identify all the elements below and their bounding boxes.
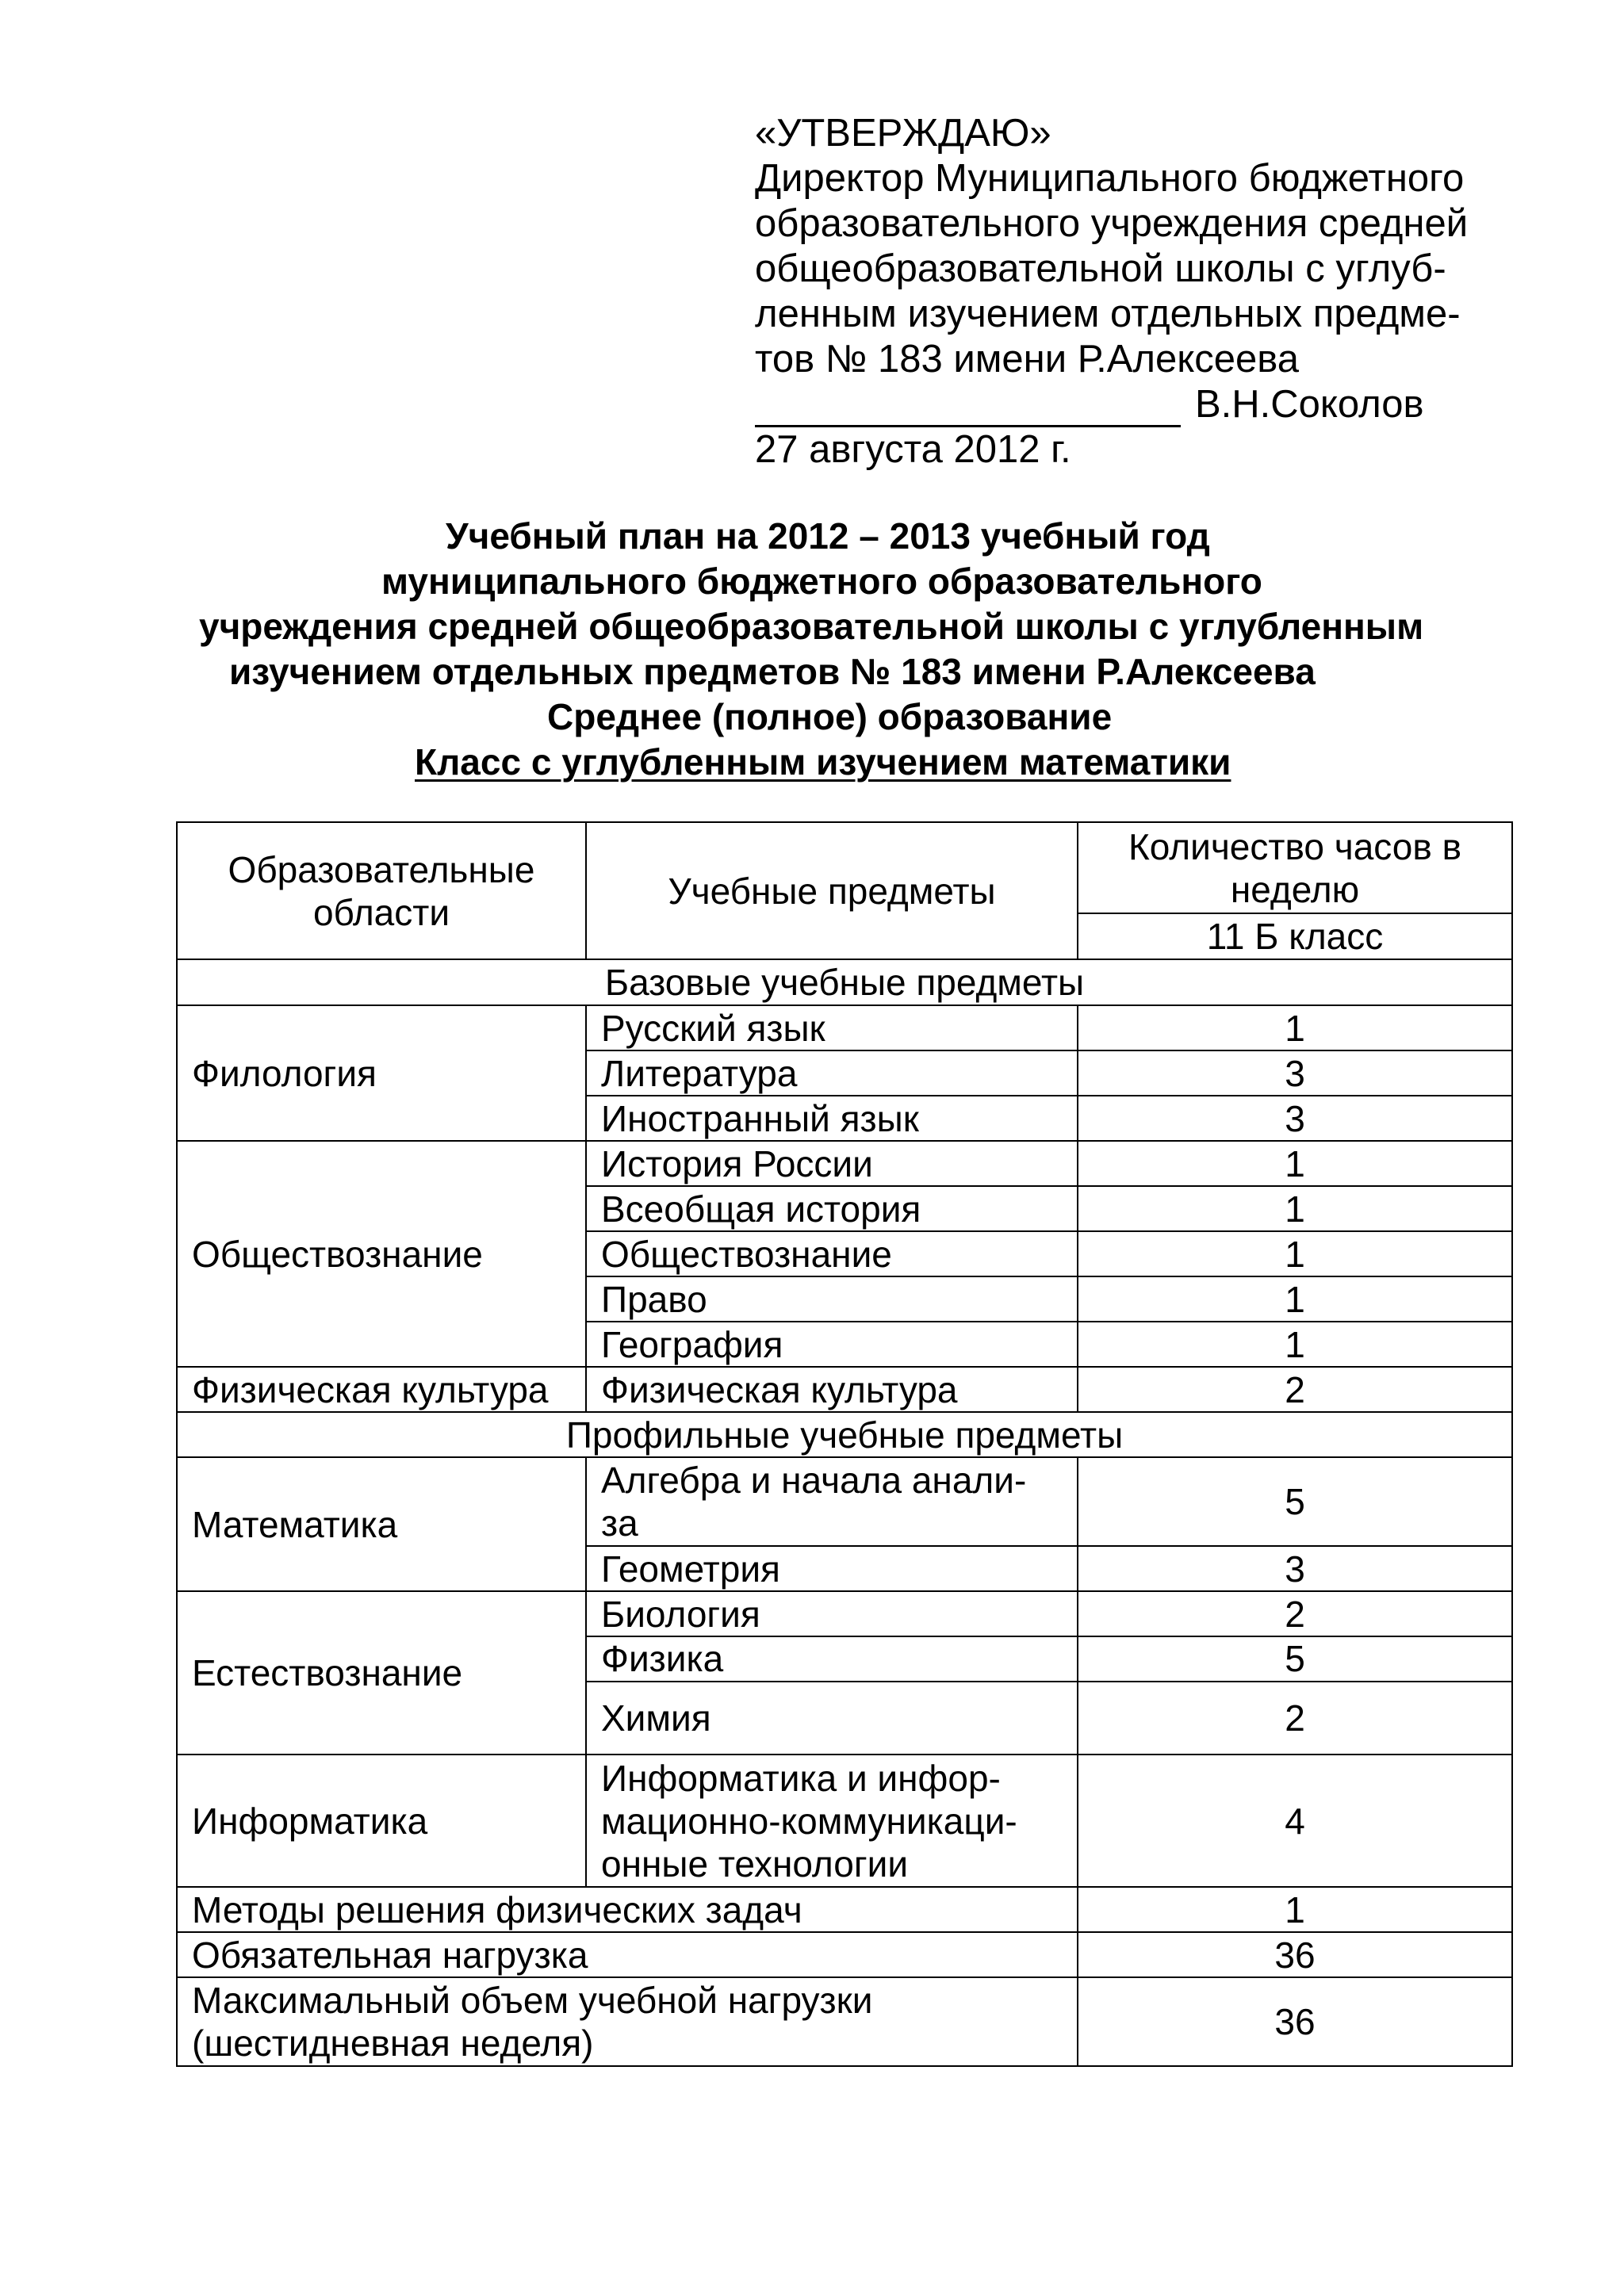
hours-cell: 1 xyxy=(1078,1005,1512,1050)
table-row xyxy=(177,1755,1512,1887)
approval-line: ленным изучением отдельных предме- xyxy=(755,293,1461,335)
approval-date: 27 августа 2012 г. xyxy=(755,428,1071,471)
signature-line xyxy=(755,385,1181,427)
hours-cell: 3 xyxy=(1078,1050,1512,1096)
table-row xyxy=(177,1932,1512,1977)
hours-cell: 2 xyxy=(1078,1367,1512,1412)
title-line: Учебный план на 2012 – 2013 учебный год xyxy=(446,515,1210,557)
hours-cell: 1 xyxy=(1078,1231,1512,1276)
total-label: Максимальный объем учебной нагрузки (шестидневная неделя) xyxy=(177,1977,1078,2066)
subject-cell: Право xyxy=(586,1276,1078,1322)
header-hours: Количество часов в неделю xyxy=(1078,822,1512,913)
approval-line: Директор Муниципального бюджетного xyxy=(755,157,1465,200)
subject-cell: Обществознание xyxy=(586,1231,1078,1276)
table-row xyxy=(177,1141,1512,1186)
area-cell: Обществознание xyxy=(177,1141,586,1367)
subject-cell: Русский язык xyxy=(586,1005,1078,1050)
area-cell: Естествознание xyxy=(177,1591,586,1755)
hours-cell: 3 xyxy=(1078,1096,1512,1141)
hours-cell: 2 xyxy=(1078,1591,1512,1636)
table-row xyxy=(177,1887,1512,1932)
subject-cell: Алгебра и начала анали- за xyxy=(586,1457,1078,1546)
title-line: учреждения средней общеобразовательной школы с углубленным xyxy=(199,606,1424,647)
total-hours: 36 xyxy=(1078,1932,1512,1977)
class-title: Класс с углубленным изучением математики xyxy=(415,741,1231,783)
total-label: Методы решения физических задач xyxy=(177,1887,1078,1932)
area-cell: Информатика xyxy=(177,1755,586,1887)
table-row xyxy=(177,1591,1512,1636)
subject-cell: География xyxy=(586,1322,1078,1367)
table-row xyxy=(177,1005,1512,1050)
header-areas: Образовательные области xyxy=(177,822,586,959)
approval-block xyxy=(755,111,1508,473)
title-line: изучением отдельных предметов № 183 имени Р.Алексеева xyxy=(229,651,1316,692)
subject-cell: Биология xyxy=(586,1591,1078,1636)
subject-cell: Химия xyxy=(586,1682,1078,1755)
table-row xyxy=(177,1977,1512,2066)
table-row xyxy=(177,1367,1512,1412)
subject-cell: Иностранный язык xyxy=(586,1096,1078,1141)
header-subjects: Учебные предметы xyxy=(586,822,1078,959)
subject-cell: Физическая культура xyxy=(586,1367,1078,1412)
area-cell: Филология xyxy=(177,1005,586,1141)
hours-cell: 1 xyxy=(1078,1186,1512,1231)
subject-cell: История России xyxy=(586,1141,1078,1186)
hours-cell: 3 xyxy=(1078,1546,1512,1591)
hours-cell: 5 xyxy=(1078,1457,1512,1546)
total-hours: 1 xyxy=(1078,1887,1512,1932)
table-row xyxy=(177,1457,1512,1546)
subject-cell: Геометрия xyxy=(586,1546,1078,1591)
approval-line: образовательного учреждения средней xyxy=(755,202,1469,245)
hours-cell: 5 xyxy=(1078,1636,1512,1682)
subject-cell: Информатика и инфор- мационно-коммуникаци- онные технологии xyxy=(586,1755,1078,1887)
header-class: 11 Б класс xyxy=(1078,913,1512,959)
subject-cell: Физика xyxy=(586,1636,1078,1682)
subject-cell: Литература xyxy=(586,1050,1078,1096)
hours-cell: 1 xyxy=(1078,1141,1512,1186)
hours-cell: 2 xyxy=(1078,1682,1512,1755)
area-cell: Физическая культура xyxy=(177,1367,586,1412)
signature-row xyxy=(755,382,1508,427)
hours-cell: 4 xyxy=(1078,1755,1512,1887)
approval-line: тов № 183 имени Р.Алексеева xyxy=(755,338,1299,381)
total-hours: 36 xyxy=(1078,1977,1512,2066)
title-line: Среднее (полное) образование xyxy=(547,696,1113,737)
hours-cell: 1 xyxy=(1078,1322,1512,1367)
hours-cell: 1 xyxy=(1078,1276,1512,1322)
area-cell: Математика xyxy=(177,1457,586,1591)
section-basic: Базовые учебные предметы xyxy=(177,959,1512,1005)
subject-cell: Всеобщая история xyxy=(586,1186,1078,1231)
total-label: Обязательная нагрузка xyxy=(177,1932,1078,1977)
title-line: муниципального бюджетного образовательного xyxy=(381,561,1262,602)
curriculum-table xyxy=(176,821,1513,2067)
section-profile: Профильные учебные предметы xyxy=(177,1412,1512,1457)
approval-stamp: «УТВЕРЖДАЮ» xyxy=(755,112,1051,155)
signer-name: В.Н.Соколов xyxy=(1195,383,1424,426)
approval-line: общеобразовательной школы с углуб- xyxy=(755,247,1446,290)
